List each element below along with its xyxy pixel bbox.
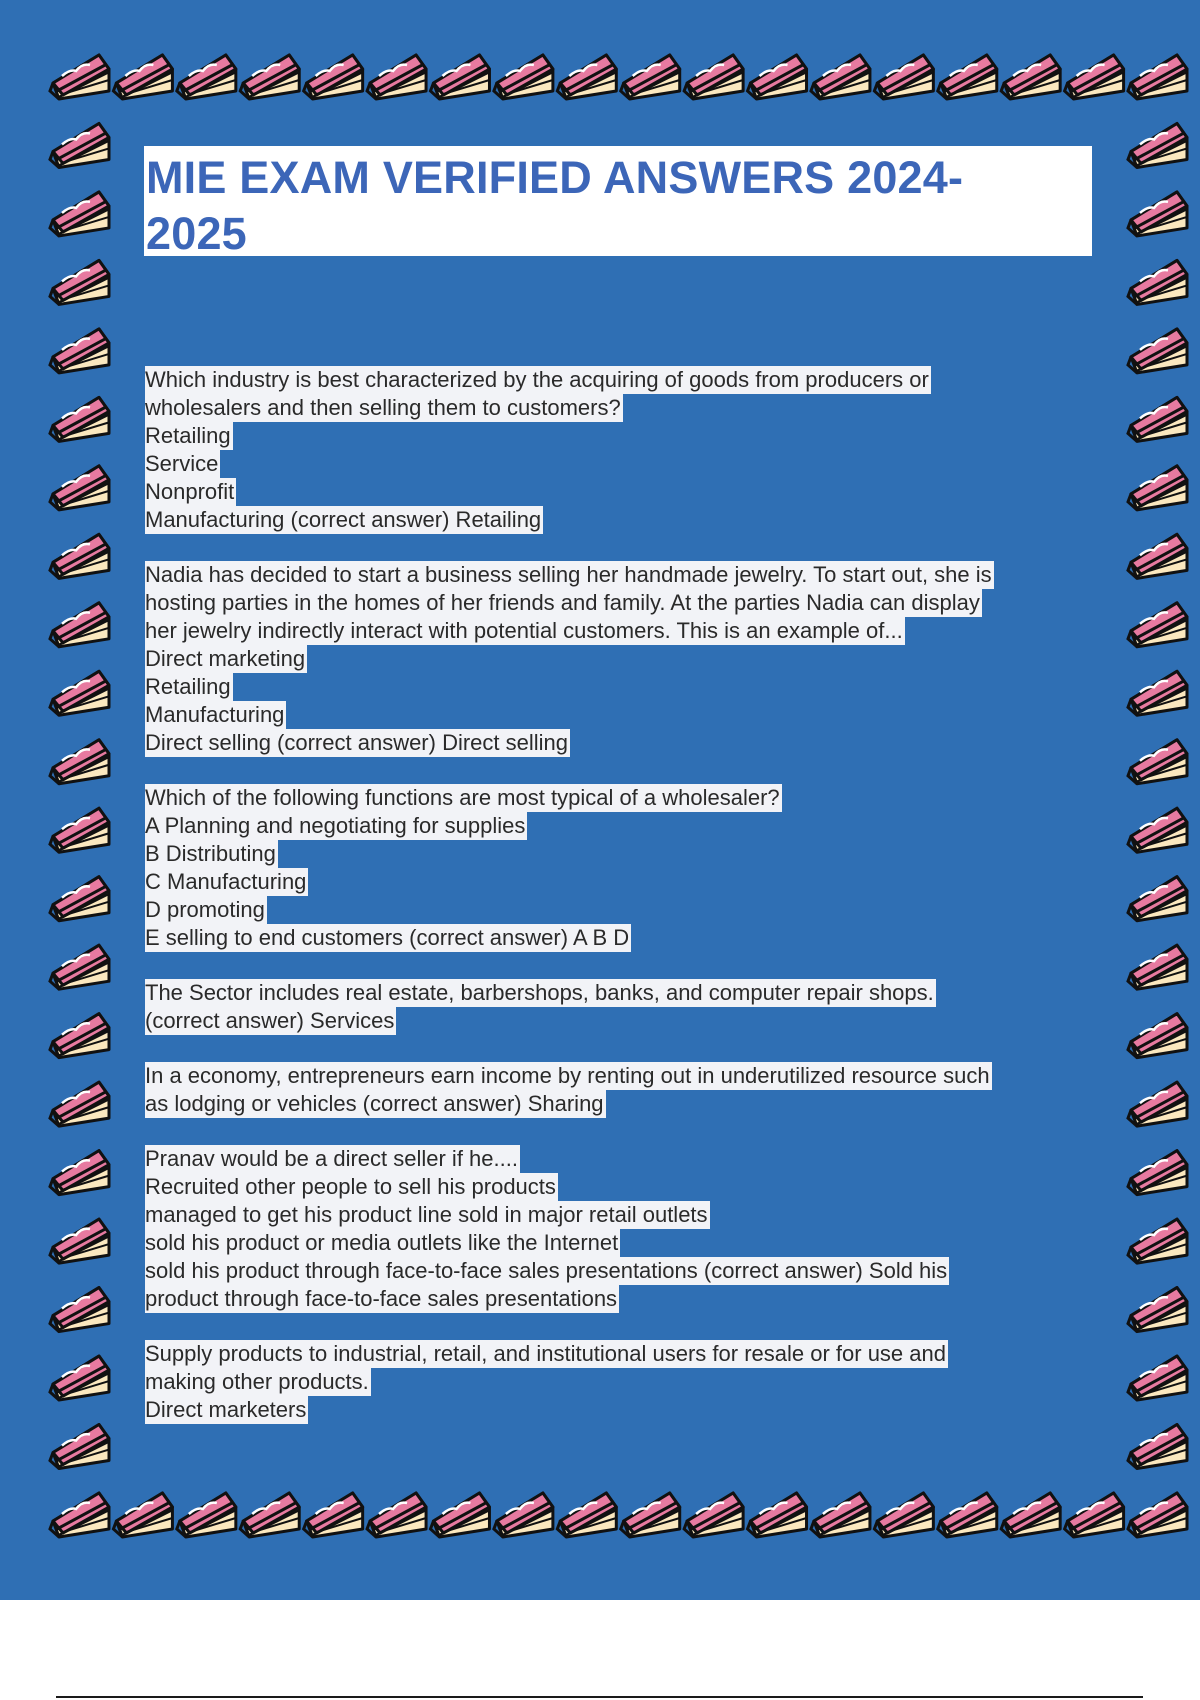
question-block: [145, 1145, 1090, 1313]
question-line: Manufacturing: [145, 702, 285, 727]
question-line: Which industry is best characterized by the acquiring of goods from producers or: [145, 367, 929, 392]
question-block: [145, 1062, 1090, 1118]
question-line: Retailing: [145, 674, 231, 699]
question-line: hosting parties in the homes of her friends and family. At the parties Nadia can display: [145, 590, 980, 615]
question-line: Direct marketers: [145, 1397, 307, 1422]
question-line: (correct answer) Services: [145, 1008, 395, 1033]
question-block: [145, 784, 1090, 952]
question-line: Nadia has decided to start a business selling her handmade jewelry. To start out, she is: [145, 562, 992, 587]
title-line-1: MIE EXAM VERIFIED ANSWERS 2024-: [146, 152, 964, 203]
questions-list: [145, 366, 1090, 1451]
question-line: as lodging or vehicles (correct answer) Sharing: [145, 1091, 604, 1116]
question-line: Direct marketing: [145, 646, 306, 671]
question-line: Nonprofit: [145, 479, 235, 504]
question-line: B Distributing: [145, 841, 276, 866]
question-block: [145, 366, 1090, 534]
question-line: sold his product or media outlets like the Internet: [145, 1230, 619, 1255]
question-line: Supply products to industrial, retail, and institutional users for resale or for use and: [145, 1341, 946, 1366]
document-title: [146, 150, 1090, 262]
question-line: Recruited other people to sell his products: [145, 1174, 556, 1199]
question-line: Service: [145, 451, 219, 476]
question-line: her jewelry indirectly interact with potential customers. This is an example of...: [145, 618, 903, 643]
question-line: A Planning and negotiating for supplies: [145, 813, 526, 838]
question-line: In a economy, entrepreneurs earn income by renting out in underutilized resource such: [145, 1063, 990, 1088]
question-line: managed to get his product line sold in major retail outlets: [145, 1202, 708, 1227]
question-line: Which of the following functions are most typical of a wholesaler?: [145, 785, 780, 810]
question-line: Manufacturing (correct answer) Retailing: [145, 507, 542, 532]
question-line: product through face-to-face sales presentations: [145, 1286, 618, 1311]
question-line: The Sector includes real estate, barbershops, banks, and computer repair shops.: [145, 980, 934, 1005]
question-line: Retailing: [145, 423, 231, 448]
question-block: [145, 979, 1090, 1035]
question-line: C Manufacturing: [145, 869, 307, 894]
title-box: [144, 146, 1092, 259]
question-block: [145, 1340, 1090, 1424]
page-footer-rule: [56, 1696, 1143, 1698]
question-line: D promoting: [145, 897, 265, 922]
question-line: E selling to end customers (correct answer) A B D: [145, 925, 630, 950]
question-line: wholesalers and then selling them to customers?: [145, 395, 621, 420]
question-line: Direct selling (correct answer) Direct selling: [145, 730, 569, 755]
question-line: making other products.: [145, 1369, 369, 1394]
title-line-2: 2025: [146, 208, 247, 259]
question-line: sold his product through face-to-face sales presentations (correct answer) Sold his: [145, 1258, 948, 1283]
question-line: Pranav would be a direct seller if he....: [145, 1146, 518, 1171]
question-block: [145, 561, 1090, 757]
